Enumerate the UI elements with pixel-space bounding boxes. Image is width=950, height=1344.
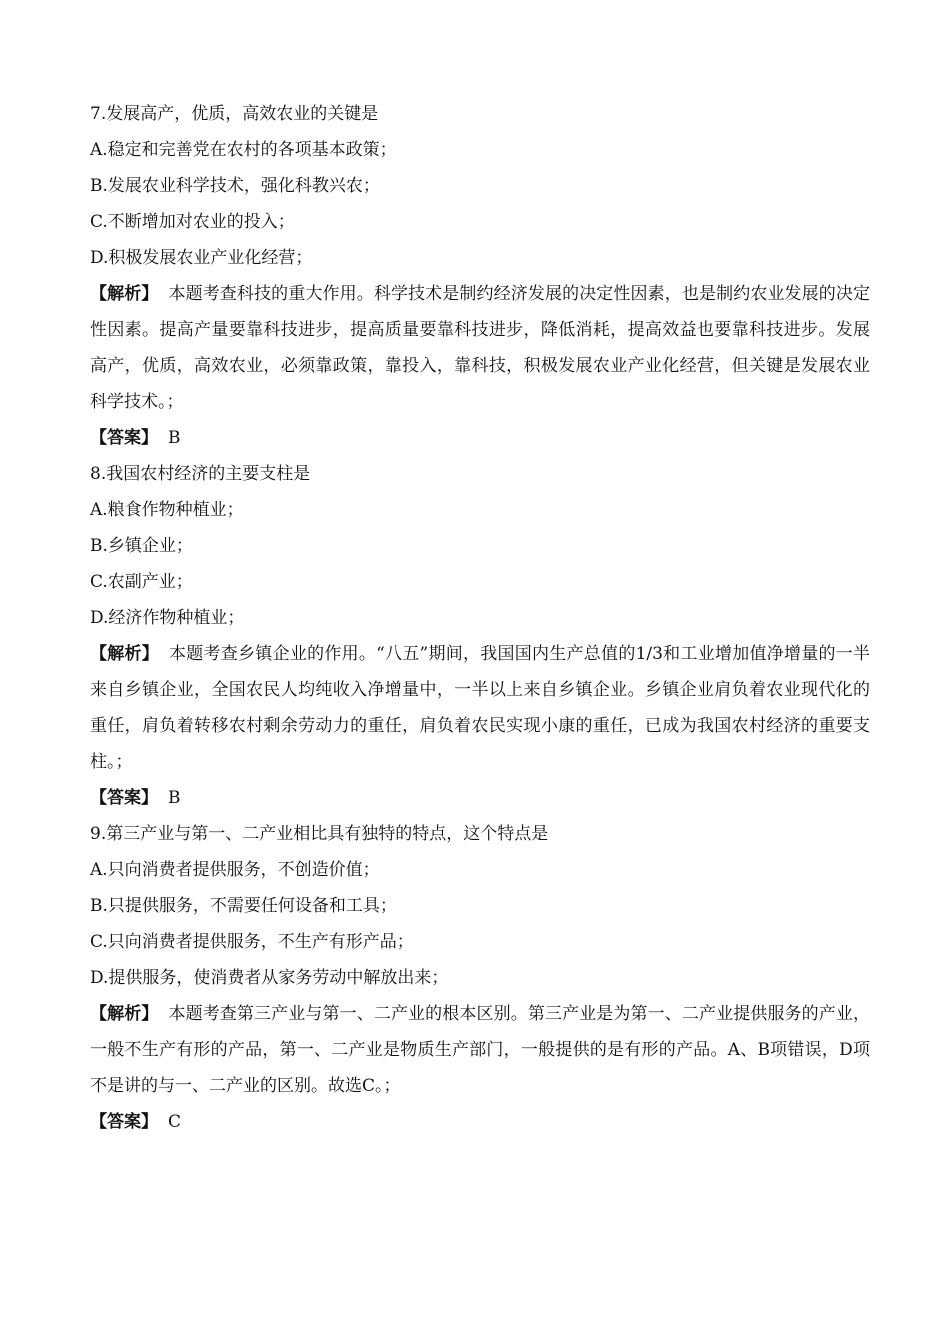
analysis-label: 【解析】	[90, 284, 159, 304]
analysis-label: 【解析】	[90, 644, 160, 664]
analysis	[90, 276, 870, 420]
analysis	[90, 636, 870, 780]
analysis-label: 【解析】	[90, 1004, 159, 1024]
question-8	[90, 456, 870, 816]
analysis	[90, 996, 870, 1104]
option-c: C.农副产业；	[90, 572, 193, 592]
analysis-text: 本题考查第三产业与第一、二产业的根本区别。第三产业是为第一、二产业提供服务的产业，一般不生产有形的产品，第一、二产业是物质生产部门，一般提供的是有形的产品。A、B项错误，D项不是讲的与一、二产业的区别。故选C。；	[90, 1004, 871, 1096]
option-a: A.只向消费者提供服务，不创造价值；	[90, 860, 380, 880]
question-9	[90, 816, 870, 1140]
answer	[90, 1104, 870, 1140]
option-b: B.发展农业科学技术，强化科教兴农；	[90, 176, 380, 196]
answer	[90, 780, 870, 816]
question-stem: 8.我国农村经济的主要支柱是	[90, 464, 311, 484]
option-a: A.粮食作物种植业；	[90, 500, 244, 520]
option-d: D.经济作物种植业；	[90, 608, 245, 628]
answer-label: 【答案】	[90, 788, 158, 808]
question-stem: 9.第三产业与第一、二产业相比具有独特的特点，这个特点是	[90, 824, 549, 844]
document-page	[90, 96, 870, 1140]
option-b: B.只提供服务，不需要任何设备和工具；	[90, 896, 397, 916]
option-b: B.乡镇企业；	[90, 536, 193, 556]
answer-label: 【答案】	[90, 1112, 158, 1132]
answer	[90, 420, 870, 456]
question-7	[90, 96, 870, 456]
option-d: D.积极发展农业产业化经营；	[90, 248, 313, 268]
analysis-text: 本题考查乡镇企业的作用。“八五”期间，我国国内生产总值的1/3和工业增加值净增量的一半来自乡镇企业，全国农民人均纯收入净增量中，一半以上来自乡镇企业。乡镇企业肩负着农业现代化的重任，肩负着转移农村剩余劳动力的重任，肩负着农民实现小康的重任，已成为我国农村经济的重要支柱。；	[90, 644, 870, 772]
answer-value: B	[168, 788, 181, 808]
option-a: A.稳定和完善党在农村的各项基本政策；	[90, 140, 397, 160]
option-c: C.只向消费者提供服务，不生产有形产品；	[90, 932, 414, 952]
option-c: C.不断增加对农业的投入；	[90, 212, 295, 232]
option-d: D.提供服务，使消费者从家务劳动中解放出来；	[90, 968, 449, 988]
answer-label: 【答案】	[90, 428, 158, 448]
question-stem: 7.发展高产，优质，高效农业的关键是	[90, 104, 379, 124]
analysis-text: 本题考查科技的重大作用。科学技术是制约经济发展的决定性因素，也是制约农业发展的决定性因素。提高产量要靠科技进步，提高质量要靠科技进步，降低消耗，提高效益也要靠科技进步。发展高产，优质，高效农业，必须靠政策，靠投入，靠科技，积极发展农业产业化经营，但关键是发展农业科学技术。；	[90, 284, 871, 412]
answer-value: B	[168, 428, 181, 448]
answer-value: C	[168, 1112, 182, 1132]
